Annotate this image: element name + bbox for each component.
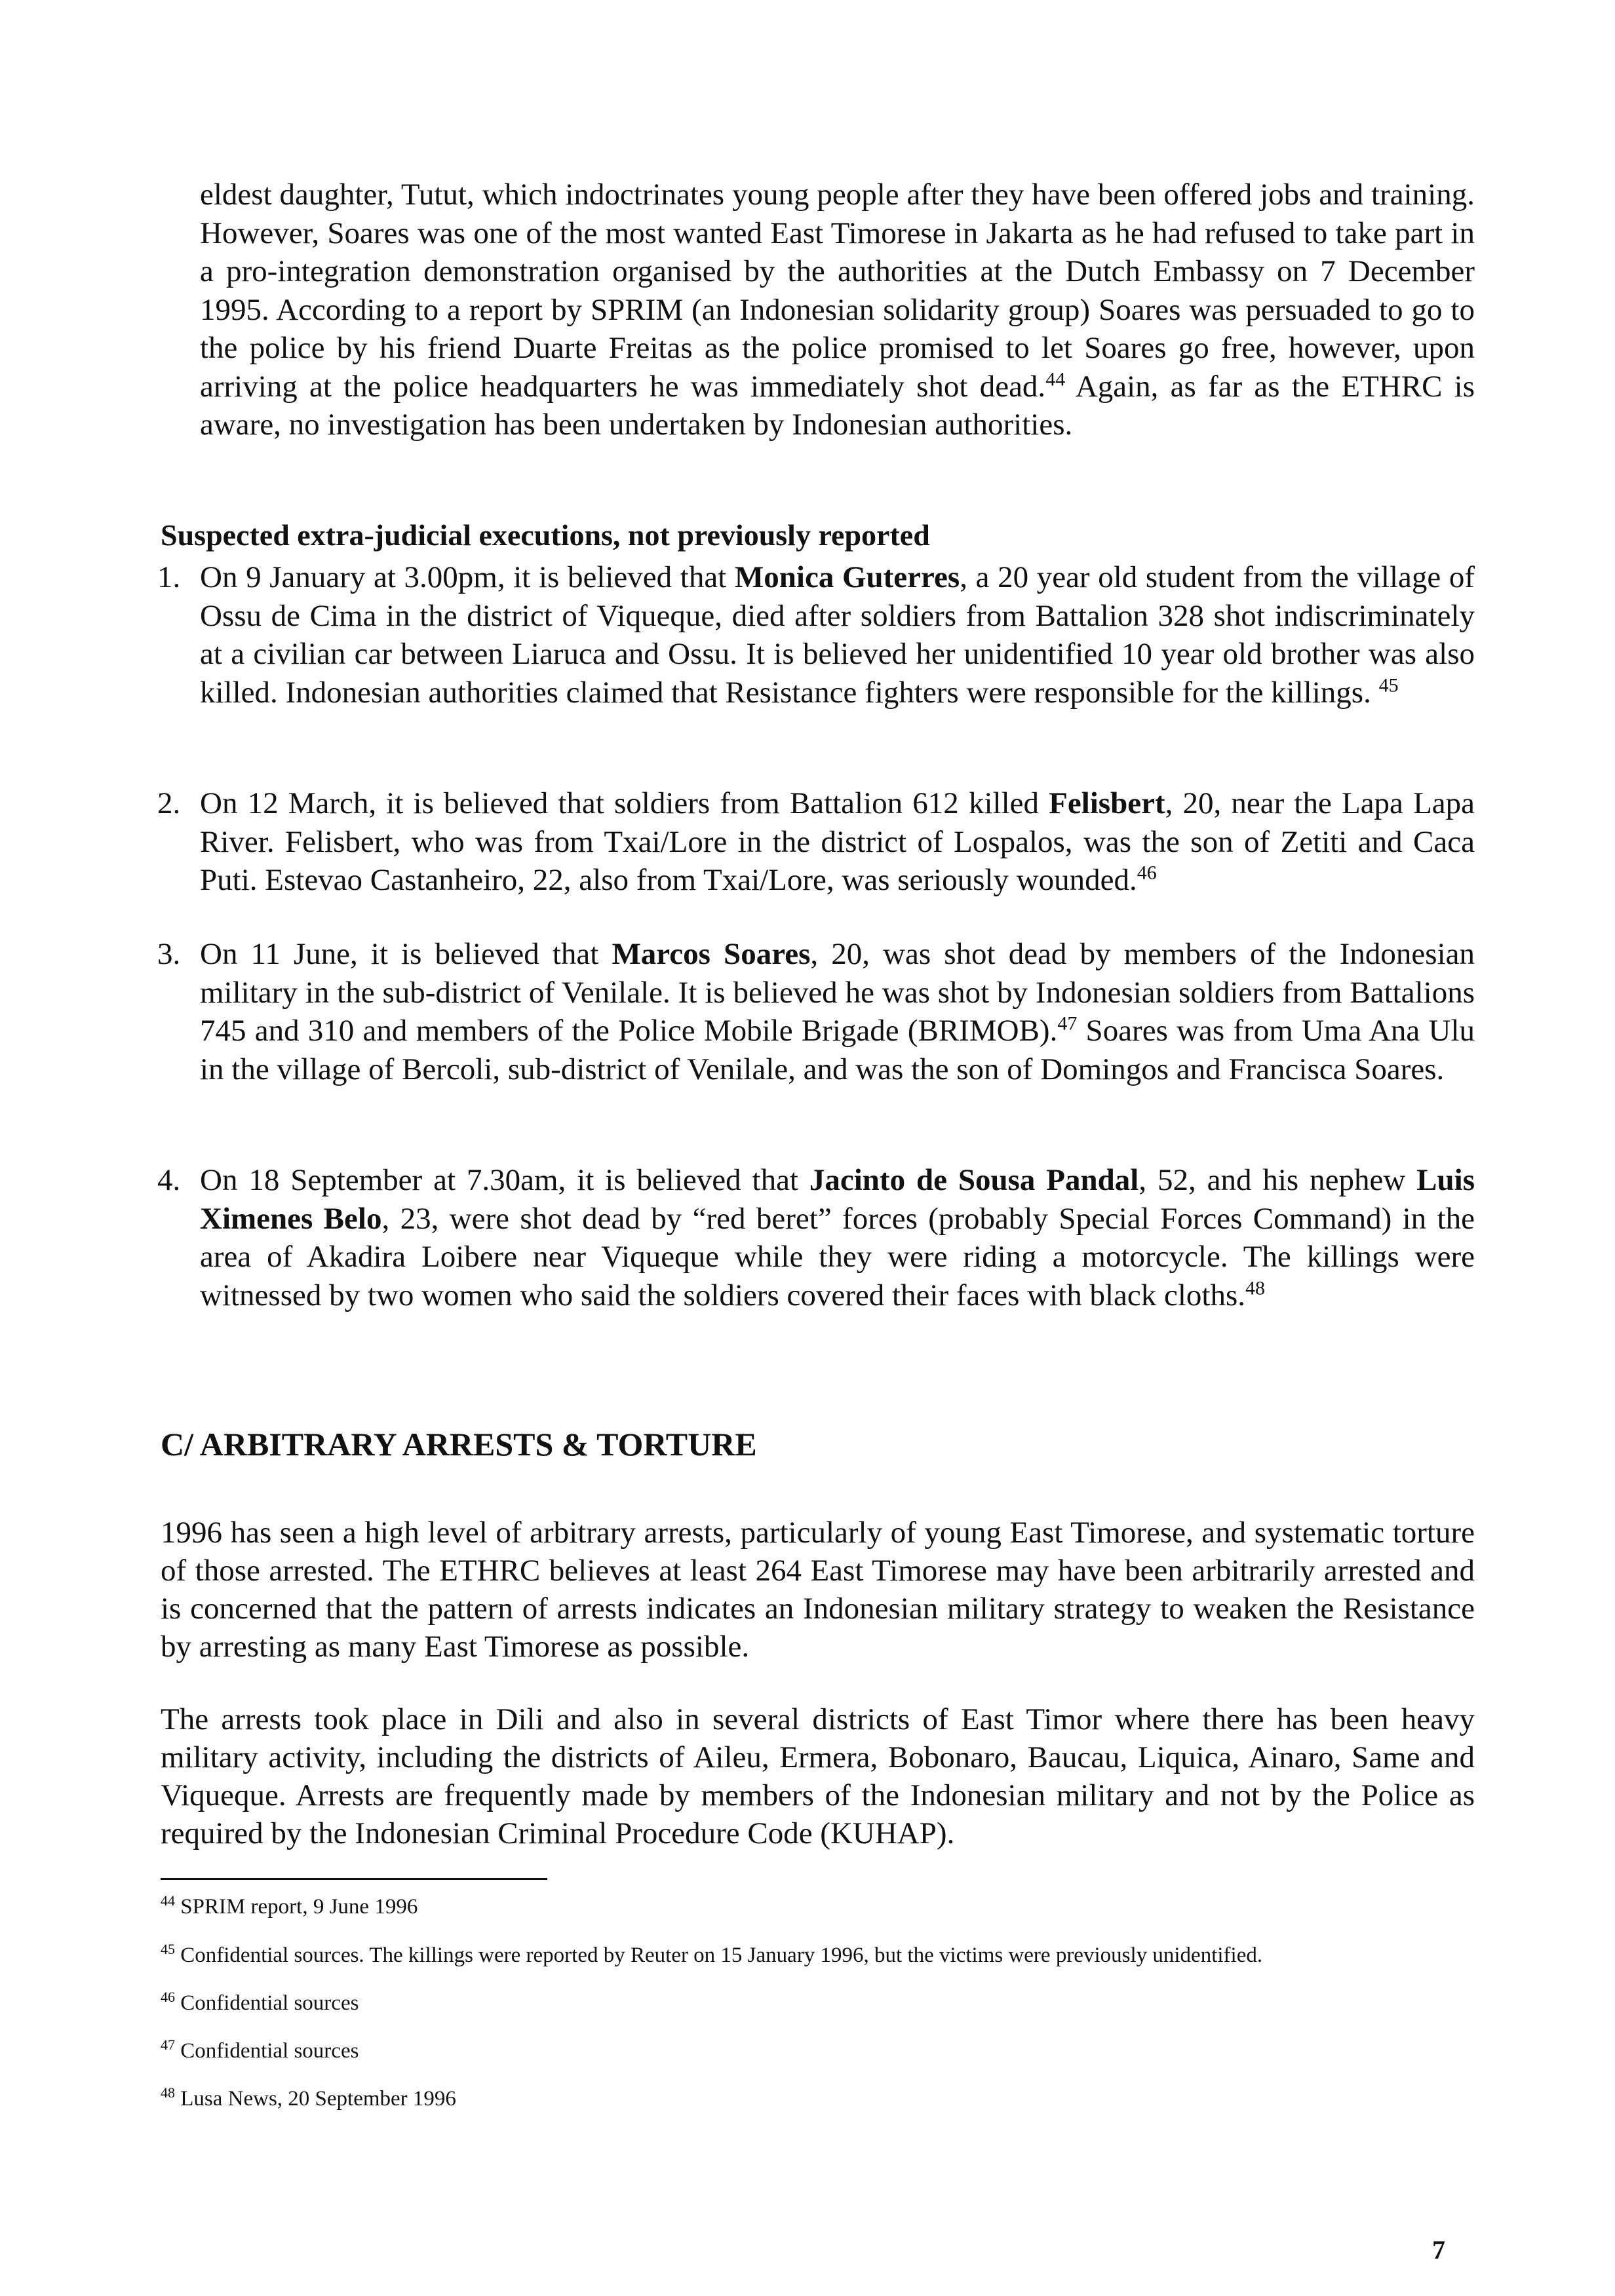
- list-item: [157, 1161, 1475, 1314]
- list-item: [157, 558, 1475, 712]
- page-number: 7: [1432, 2235, 1445, 2265]
- list-text: On 12 March, it is believed that soldiers from Battalion 612 killed Felisbert, 20, near the Lapa Lapa River. Felisbert, who was from Txai/Lore in the district of Lospalos, was the son of Zetiti and Caca Puti. Estevao Castanheiro, 22, also from Txai/Lore, was seriously wounded.$^{46}$: [200, 786, 1475, 897]
- victim-name: Marcos Soares: [612, 937, 811, 971]
- arrests-paragraph-1: 1996 has seen a high level of arbitrary arrests, particularly of young East Timorese, and systematic torture of those arrested. The ETHRC believes at least 264 East Timorese may have been arbitrarily arrested and is concerned that the pattern of arrests indicates an Indonesian military strategy to weaken the Resistance by arresting as many East Timorese as possible.: [161, 1516, 1475, 1664]
- list-text: On 9 January at 3.00pm, it is believed that Monica Guterres, a 20 year old student from the village of Ossu de Cima in the district of Viqueque, died after soldiers from Battalion 328 shot indiscriminately at a civilian car between Liaruca and Ossu. It is believed her unidentified 10 year old brother was also killed. Indonesian authorities claimed that Resistance fighters were responsible for the killings. $^{45}$: [200, 560, 1475, 710]
- footnote-ref-47: 47: [1057, 1012, 1078, 1035]
- list-number: 4.: [157, 1163, 181, 1197]
- footnote-ref-46: 46: [1137, 862, 1157, 884]
- footnote: $^{44}$ SPRIM report, 9 June 1996: [161, 1892, 418, 1919]
- victim-name: Jacinto de Sousa Pandal: [809, 1163, 1139, 1197]
- footnote: $^{48}$ Lusa News, 20 September 1996: [161, 2084, 456, 2111]
- victim-name: Felisbert: [1049, 786, 1165, 820]
- list-number: 3.: [157, 937, 181, 971]
- arrests-paragraph-2: The arrests took place in Dili and also in several districts of East Timor where there has been heavy military activity, including the districts of Aileu, Ermera, Bobonaro, Baucau, Liquica, Ainaro, Same and Viqueque. Arrests are frequently made by members of the Indonesian military and not by the Police as required by the Indonesian Criminal Procedure Code (KUHAP).: [161, 1702, 1475, 1850]
- footnote-ref-45: 45: [1378, 674, 1399, 696]
- list-item: [157, 935, 1475, 1088]
- list-text: On 18 September at 7.30am, it is believed that Jacinto de Sousa Pandal, 52, and his nephew Luis Ximenes Belo, 23, were shot dead by “red beret” forces (probably Special Forces Command) in the area of Akadira Loibere near Viqueque while they were riding a motorcycle. The killings were witnessed by two women who said the soldiers covered their faces with black cloths.$^{48}$: [200, 1163, 1475, 1312]
- list-number: 2.: [157, 786, 181, 820]
- footnote-ref-44: 44: [1045, 368, 1066, 390]
- footnote: $^{45}$ Confidential sources. The killings were reported by Reuter on 15 January 1996, but the victims were previously unidentified.: [161, 1941, 1263, 1967]
- section-heading: C/ ARBITRARY ARRESTS & TORTURE: [161, 1426, 757, 1463]
- footnote-ref-48: 48: [1245, 1276, 1265, 1299]
- victim-name: Luis Ximenes Belo: [200, 1163, 1475, 1236]
- list-text: On 11 June, it is believed that Marcos Soares, 20, was shot dead by members of the Indonesian military in the sub-district of Venilale. It is believed he was shot by Indonesian soldiers from Battalions 745 and 310 and members of the Police Mobile Brigade (BRIMOB).$^{47}$ Soares was from Uma Ana Ulu in the village of Bercoli, sub-district of Venilale, and was the son of Domingos and Francisca Soares.: [200, 937, 1475, 1086]
- footnote-divider: [161, 1878, 547, 1880]
- intro-paragraph: eldest daughter, Tutut, which indoctrinates young people after they have been offered jobs and training. However, Soares was one of the most wanted East Timorese in Jakarta as he had refused to take part in a pro-integration demonstration organised by the authorities at the Dutch Embassy on 7 December 1995. According to a report by SPRIM (an Indonesian solidarity group) Soares was persuaded to go to the police by his friend Duarte Freitas as the police promised to let Soares go free, however, upon arriving at the police headquarters he was immediately shot dead.$^{44}$ Again, as far as the ETHRC is aware, no investigation has been undertaken by Indonesian authorities.: [200, 178, 1475, 442]
- list-number: 1.: [157, 560, 181, 594]
- footnote: $^{46}$ Confidential sources: [161, 1989, 359, 2015]
- suspected-executions-heading: Suspected extra-judicial executions, not previously reported: [161, 518, 930, 552]
- footnote: $^{47}$ Confidential sources: [161, 2037, 359, 2063]
- list-item: [157, 784, 1475, 900]
- victim-name: Monica Guterres: [734, 560, 960, 594]
